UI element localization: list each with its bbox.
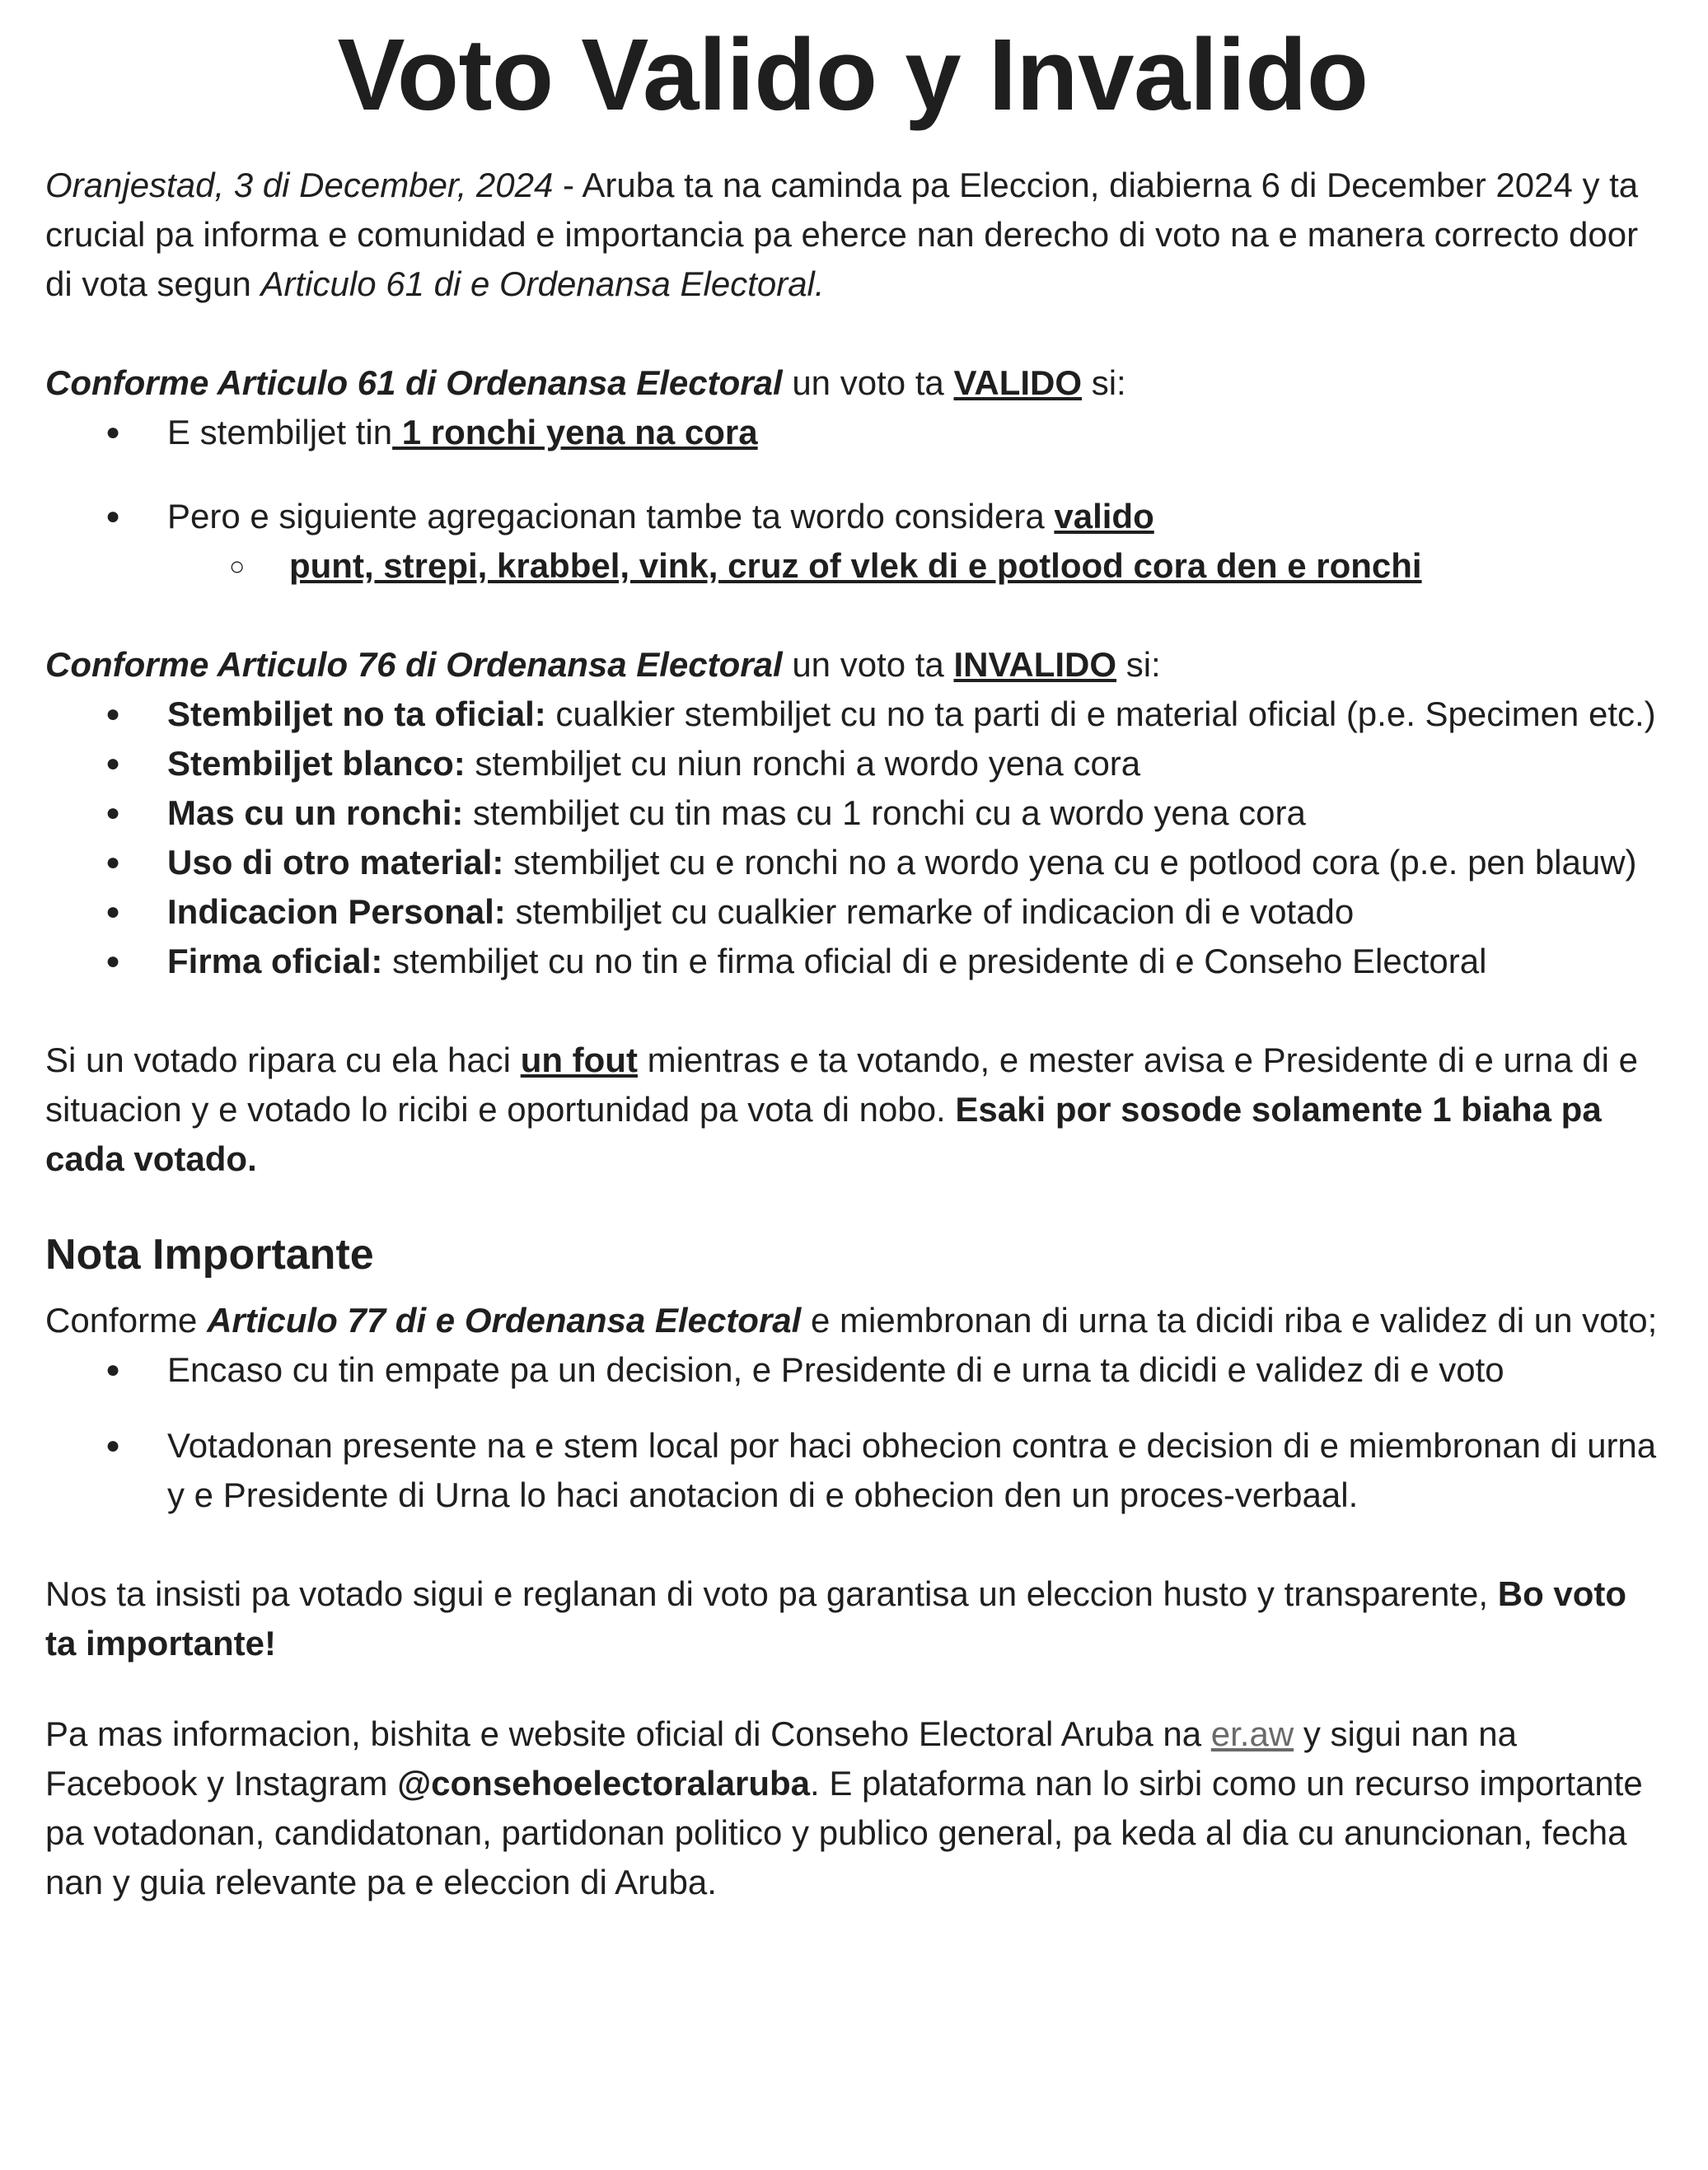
intro-text: - Aruba ta na caminda pa Eleccion, diabierna 6 di December 2024 y ta crucial pa informa e comunidad e importancia pa eherce nan derecho di voto na e manera correcto door di vota segun <box>45 166 1639 303</box>
list-item: ● E stembiljet tin 1 ronchi yena na cora <box>45 408 1660 457</box>
valid-list <box>45 408 1660 591</box>
valid-heading: Conforme Articulo 61 di Ordenansa Electoral un voto ta VALIDO si: <box>45 363 1126 402</box>
sub-list-item: ○ punt, strepi, krabbel, vink, cruz of vlek di e potlood cora den e ronchi <box>167 541 1660 591</box>
list-item: ● Pero e siguiente agregacionan tambe ta wordo considera valido ○ punt, strepi, krabbel, vink, cruz of vlek di e potlood cora den e ronchi <box>45 492 1660 591</box>
intro-article: Articulo 61 di e Ordenansa Electoral. <box>260 264 825 303</box>
info-paragraph: Pa mas informacion, bishita e website oficial di Conseho Electoral Aruba na er.aw y sigui nan na Facebook y Instagram @consehoelectoralaruba. E plataforma nan lo sirbi como un recurso importante pa votadonan, candidatonan, partidonan politico y publico general, pa keda al dia cu anuncionan, fecha nan y guia relevante pa e eleccion di Aruba. <box>45 1714 1643 1901</box>
list-item: ● Indicacion Personal: stembiljet cu cualkier remarke of indicacion di e votado <box>45 887 1660 937</box>
list-item: ● Votadonan presente na e stem local por haci obhecion contra e decision di e miembronan di urna y e Presidente di Urna lo haci anotacion di e obhecion den un proces-verbaal. <box>45 1421 1660 1520</box>
intro-paragraph <box>45 161 1660 309</box>
website-link[interactable]: er.aw <box>1210 1714 1294 1753</box>
invalid-list <box>45 690 1660 986</box>
nota-list <box>45 1345 1660 1520</box>
mistake-paragraph: Si un votado ripara cu ela haci un fout mientras e ta votando, e mester avisa e Presidente di e urna di e situacion y e votado lo ricibi e oportunidad pa vota di nobo. Esaki por sosode solamente 1 biaha pa cada votado. <box>45 1041 1638 1178</box>
dateline: Oranjestad, 3 di December, 2024 <box>45 166 554 204</box>
list-item: ● Encaso cu tin empate pa un decision, e Presidente di e urna ta dicidi e validez di e voto <box>45 1345 1660 1395</box>
valid-sub-list <box>167 541 1660 591</box>
list-item: ● Firma oficial: stembiljet cu no tin e firma oficial di e presidente di e Conseho Electoral <box>45 937 1660 986</box>
invalid-heading: Conforme Articulo 76 di Ordenansa Electoral un voto ta INVALIDO si: <box>45 645 1161 684</box>
valid-heading-article: Conforme Articulo 61 di Ordenansa Electoral <box>45 363 783 402</box>
valid-keyword: VALIDO <box>953 363 1083 402</box>
invalid-heading-article: Conforme Articulo 76 di Ordenansa Electoral <box>45 645 783 684</box>
nota-heading: Nota Importante <box>45 1231 374 1279</box>
list-item: ● Stembiljet blanco: stembiljet cu niun ronchi a wordo yena cora <box>45 739 1660 788</box>
list-item: ● Uso di otro material: stembiljet cu e ronchi no a wordo yena cu e potlood cora (p.e. pen blauw) <box>45 838 1660 887</box>
closing-paragraph: Nos ta insisti pa votado sigui e reglanan di voto pa garantisa un eleccion husto y transparente, Bo voto ta importante! <box>45 1574 1627 1663</box>
list-item: ● Mas cu un ronchi: stembiljet cu tin mas cu 1 ronchi cu a wordo yena cora <box>45 788 1660 838</box>
page-title: Voto Valido y Invalido <box>337 19 1369 132</box>
invalid-keyword: INVALIDO <box>953 645 1117 684</box>
document-page <box>45 0 1660 1907</box>
nota-paragraph: Conforme Articulo 77 di e Ordenansa Electoral e miembronan di urna ta dicidi riba e validez di un voto; <box>45 1301 1658 1340</box>
social-handle: @consehoelectoralaruba <box>397 1764 810 1803</box>
list-item: ● Stembiljet no ta oficial: cualkier stembiljet cu no ta parti di e material oficial (p.e. Specimen etc.) <box>45 690 1660 739</box>
